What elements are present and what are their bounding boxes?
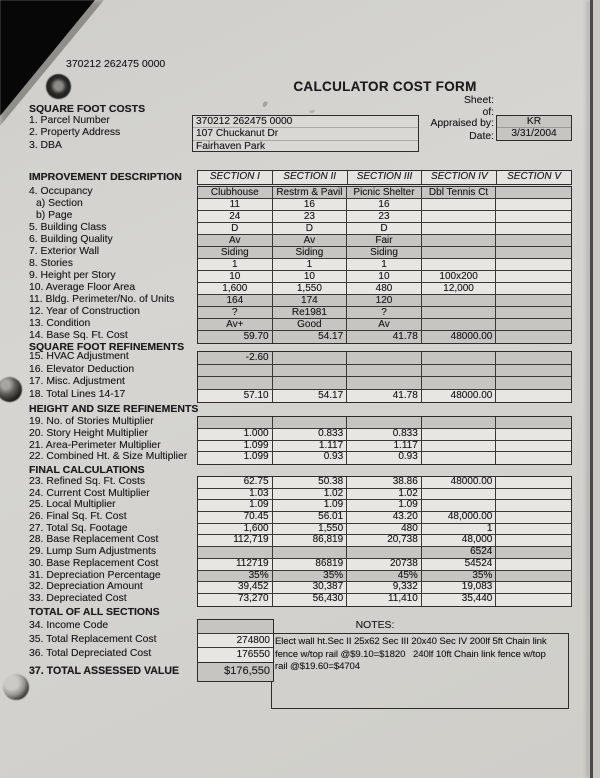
parcel-info-box <box>192 115 419 152</box>
table-cell: Restrm & Pavil <box>273 187 348 199</box>
appraised-date-box <box>496 115 572 141</box>
table-cell <box>496 271 571 283</box>
table-cell: 0.93 <box>347 452 422 464</box>
table-cell: 100x200 <box>422 271 497 283</box>
notes-heading: NOTES: <box>355 620 395 631</box>
table-cell: Clubhouse <box>198 187 273 199</box>
table-cell: -2.60 <box>198 352 273 365</box>
table-cell: 39,452 <box>198 582 273 594</box>
table-cell <box>496 582 571 594</box>
row-label: a) Section <box>36 198 83 209</box>
table-row <box>198 535 571 547</box>
table-cell <box>496 594 571 606</box>
table-cell: 57.10 <box>198 390 273 403</box>
table-cell: 35% <box>273 571 348 583</box>
table-cell: Dbl Tennis Ct <box>422 187 497 199</box>
table-cell <box>496 571 571 583</box>
row-label: 10. Average Floor Area <box>29 282 136 293</box>
date-value: 3/31/2004 <box>511 128 557 140</box>
table-cell: 54.17 <box>273 331 348 343</box>
table-cell <box>496 547 571 559</box>
table-row <box>198 377 571 390</box>
table-row <box>198 211 571 223</box>
table-cell: 62.75 <box>198 477 273 489</box>
table-row <box>198 452 571 464</box>
table-block <box>197 662 274 682</box>
row-label: 33. Depreciated Cost <box>29 592 127 604</box>
heading-height-size-refinements: HEIGHT AND SIZE REFINEMENTS <box>29 403 199 415</box>
table-cell: 0.833 <box>273 429 348 441</box>
table-cell <box>422 235 497 247</box>
table-cell <box>496 524 571 536</box>
table-cell: 30,387 <box>273 582 348 594</box>
row-label: 13. Condition <box>29 318 91 329</box>
table-cell: 56.01 <box>273 512 348 524</box>
corner-parcel-number: 370212 262475 0000 <box>66 58 166 70</box>
dba-label: 3. DBA <box>29 139 62 151</box>
table-row <box>198 477 571 489</box>
table-cell <box>496 283 571 295</box>
table-cell <box>422 319 497 331</box>
row-label: 32. Depreciation Amount <box>29 581 143 593</box>
table-cell: ? <box>198 307 273 319</box>
row-label: 20. Story Height Multiplier <box>29 427 148 439</box>
row-label: 18. Total Lines 14-17 <box>29 388 126 400</box>
table-cell: 70.45 <box>198 512 273 524</box>
row-label: 8. Stories <box>29 258 73 269</box>
table-cell <box>198 417 273 429</box>
table-cell: 59.70 <box>198 331 273 343</box>
table-block <box>197 351 572 403</box>
table-row <box>198 500 571 512</box>
table-cell <box>422 223 497 235</box>
table-row <box>198 441 571 453</box>
table-cell: 48,000 <box>422 535 497 547</box>
row-label-column <box>0 476 197 605</box>
row-label: 21. Area-Perimeter Multiplier <box>29 439 161 451</box>
table-cell: 1.099 <box>198 452 273 464</box>
table-row <box>198 620 273 634</box>
table-cell: 6524 <box>422 547 497 559</box>
table-row <box>198 259 571 271</box>
table-row <box>198 331 571 343</box>
table-cell <box>496 377 571 390</box>
table-cell: 43.20 <box>347 512 422 524</box>
row-label: 24. Current Cost Multiplier <box>29 487 150 499</box>
table-row <box>198 223 571 235</box>
table-cell <box>347 352 422 365</box>
table-row <box>198 307 571 319</box>
table-cell <box>422 500 497 512</box>
table-cell: Siding <box>273 247 348 259</box>
table-row <box>198 283 571 295</box>
table-cell: 1.02 <box>273 489 348 501</box>
row-label-column <box>0 416 197 463</box>
section-header: SECTION I <box>198 171 273 184</box>
row-label: 23. Refined Sq. Ft. Costs <box>29 476 146 487</box>
table-row <box>198 663 273 681</box>
table-cell: Av+ <box>198 319 273 331</box>
table-row <box>198 390 571 403</box>
parcel-number-value: 370212 262475 0000 <box>193 116 418 128</box>
table-row <box>198 247 571 259</box>
table-cell: 10 <box>198 271 273 283</box>
sheet-label: Sheet: <box>463 95 494 106</box>
table-cell: 274800 <box>198 634 273 648</box>
table-cell <box>496 365 571 378</box>
table-cell: 1,600 <box>198 283 273 295</box>
table-cell <box>496 307 571 319</box>
table-cell: 1.000 <box>198 429 273 441</box>
row-label: 25. Local Multiplier <box>29 499 116 511</box>
table-cell <box>496 500 571 512</box>
table-cell <box>422 377 497 390</box>
table-row <box>198 547 571 559</box>
page-title: CALCULATOR COST FORM <box>293 79 477 94</box>
table-cell: D <box>347 223 422 235</box>
table-cell: 19,083 <box>422 582 497 594</box>
table-cell: 1 <box>422 524 497 536</box>
row-label: 5. Building Class <box>29 222 107 233</box>
table-cell <box>496 535 571 547</box>
table-cell: 86,819 <box>273 535 348 547</box>
table-cell: 48000.00 <box>422 477 497 489</box>
table-cell <box>496 417 571 429</box>
table-cell: 45% <box>347 571 422 583</box>
table-cell <box>496 187 571 199</box>
table-cell: 10 <box>273 271 348 283</box>
row-label: 36. Total Depreciated Cost <box>29 648 152 659</box>
table-cell: Siding <box>198 247 273 259</box>
table-row <box>198 429 571 441</box>
table-cell <box>496 259 571 271</box>
heading-square-foot-refinements: SQUARE FOOT REFINEMENTS <box>29 341 185 353</box>
section-header: SECTION II <box>273 171 348 184</box>
table-cell <box>496 247 571 259</box>
row-label: 28. Base Replacement Cost <box>29 534 159 546</box>
table-cell <box>422 247 497 259</box>
row-label: 15. HVAC Adjustment <box>29 351 129 362</box>
table-cell: 112,719 <box>198 535 273 547</box>
table-row <box>198 594 571 606</box>
table-cell: 1 <box>273 259 348 271</box>
row-label: 12. Year of Construction <box>29 306 140 317</box>
table-cell <box>273 547 348 559</box>
table-cell: 23 <box>347 211 422 223</box>
section-header: SECTION V <box>497 171 571 184</box>
table-cell: 1,550 <box>273 283 348 295</box>
notes-line: Elect wall ht.Sec II 25x62 Sec III 20x40 Sec IV 200lf 5ft Chain link <box>275 636 547 647</box>
table-row <box>198 512 571 524</box>
table-cell <box>198 365 273 378</box>
table-block <box>197 619 274 663</box>
appraised-by-label: Appraised by: <box>430 118 494 129</box>
row-label: 14. Base Sq. Ft. Cost <box>29 330 128 341</box>
table-cell <box>273 365 348 378</box>
section-header: SECTION IV <box>422 171 497 184</box>
table-cell <box>347 547 422 559</box>
table-cell <box>496 429 571 441</box>
notes-line: rail @$19.60=$4704 <box>275 661 361 673</box>
table-cell: 20,738 <box>347 535 422 547</box>
row-label: 22. Combined Ht. & Size Multiplier <box>29 451 188 463</box>
dba-value: Fairhaven Park <box>196 140 266 152</box>
table-cell: 480 <box>347 283 422 295</box>
table-cell: 1.09 <box>347 500 422 512</box>
table-cell <box>273 352 348 365</box>
table-cell <box>422 417 497 429</box>
table-cell: 1,600 <box>198 524 273 536</box>
table-cell: 1 <box>198 259 273 271</box>
table-cell: 38.86 <box>347 477 422 489</box>
table-cell: 41.78 <box>347 331 422 343</box>
table-cell: 1,550 <box>273 524 348 536</box>
row-label: 9. Height per Story <box>29 270 116 281</box>
table-cell: Fair <box>347 235 422 247</box>
table-cell: Picnic Shelter <box>347 187 422 199</box>
table-row <box>198 489 571 501</box>
table-cell <box>496 352 571 365</box>
row-label: 35. Total Replacement Cost <box>29 634 157 645</box>
property-address-label: 2. Property Address <box>29 127 121 139</box>
table-row <box>198 571 571 583</box>
table-cell: ? <box>347 307 422 319</box>
table-cell <box>422 441 497 453</box>
table-cell: 10 <box>347 271 422 283</box>
table-cell <box>273 417 348 429</box>
table-cell: 54.17 <box>273 390 348 403</box>
table-cell: 16 <box>273 199 348 211</box>
table-cell <box>496 319 571 331</box>
table-cell <box>422 295 497 307</box>
table-cell: 1.09 <box>273 500 348 512</box>
heading-improvement-description: IMPROVEMENT DESCRIPTION <box>29 171 182 183</box>
table-cell <box>496 295 571 307</box>
table-cell: Siding <box>347 247 422 259</box>
table-cell <box>347 377 422 390</box>
dust-speck <box>309 110 315 114</box>
table-cell <box>496 199 571 211</box>
table-row <box>198 417 571 429</box>
table-cell <box>422 259 497 271</box>
table-row <box>198 582 571 594</box>
table-cell: 1.117 <box>273 441 348 453</box>
row-label: 31. Depreciation Percentage <box>29 569 161 581</box>
table-cell: 48000.00 <box>422 331 497 343</box>
row-label: 19. No. of Stories Multiplier <box>29 416 154 427</box>
table-cell <box>496 235 571 247</box>
table-cell: 35,440 <box>422 594 497 606</box>
table-cell: 1.117 <box>347 441 422 453</box>
page-edge-line <box>590 0 593 778</box>
table-row <box>198 187 571 199</box>
table-cell <box>347 365 422 378</box>
row-label: 16. Elevator Deduction <box>29 363 135 375</box>
table-cell: 176550 <box>198 648 273 662</box>
table-cell <box>496 441 571 453</box>
table-cell <box>422 199 497 211</box>
table-cell <box>496 390 571 403</box>
table-cell: 9,332 <box>347 582 422 594</box>
hole-punch-artifact-top <box>46 74 71 99</box>
table-cell <box>496 489 571 501</box>
table-cell: 174 <box>273 295 348 307</box>
table-block <box>197 416 572 465</box>
table-row <box>198 199 571 211</box>
table-cell: 112719 <box>198 559 273 571</box>
table-cell <box>496 331 571 343</box>
table-row <box>198 235 571 247</box>
table-row <box>198 352 571 365</box>
table-cell: Av <box>273 235 348 247</box>
dust-speck <box>262 100 268 107</box>
table-cell: 1.02 <box>347 489 422 501</box>
table-cell: 1 <box>347 259 422 271</box>
table-cell <box>198 547 273 559</box>
table-cell: D <box>198 223 273 235</box>
table-cell: 1.099 <box>198 441 273 453</box>
table-cell: 48000.00 <box>422 390 497 403</box>
row-label: 4. Occupancy <box>29 186 93 197</box>
table-cell: Re1981 <box>273 307 348 319</box>
table-cell <box>198 377 273 390</box>
row-label-column <box>0 351 197 401</box>
row-label: 26. Final Sq. Ft. Cost <box>29 511 127 523</box>
row-label: 29. Lump Sum Adjustments <box>29 546 157 558</box>
row-label-column <box>0 662 197 680</box>
notes-box <box>271 633 569 709</box>
section-header: SECTION III <box>348 171 423 184</box>
table-cell: 120 <box>347 295 422 307</box>
table-cell <box>496 223 571 235</box>
row-label: 34. Income Code <box>29 620 109 631</box>
table-cell: 54524 <box>422 559 497 571</box>
square-foot-costs-labels <box>29 115 120 152</box>
section-header-row <box>197 170 572 185</box>
heading-total-of-all-sections: TOTAL OF ALL SECTIONS <box>29 606 160 618</box>
table-cell: 12,000 <box>422 283 497 295</box>
table-row <box>198 365 571 378</box>
table-cell: 23 <box>273 211 348 223</box>
table-cell: 35% <box>198 571 273 583</box>
table-block <box>197 186 572 344</box>
row-label: 30. Base Replacement Cost <box>29 557 159 569</box>
table-cell <box>496 452 571 464</box>
row-label-column <box>0 186 197 342</box>
table-cell: Av <box>347 319 422 331</box>
table-cell <box>422 365 497 378</box>
row-label-column <box>0 619 197 661</box>
table-cell: D <box>273 223 348 235</box>
table-row <box>198 634 273 648</box>
row-label: 7. Exterior Wall <box>29 246 100 257</box>
parcel-number-label: 1. Parcel Number <box>29 115 110 126</box>
table-cell <box>198 620 273 634</box>
table-cell <box>496 559 571 571</box>
table-cell: 20738 <box>347 559 422 571</box>
table-cell: 1.09 <box>198 500 273 512</box>
heading-final-calculations: FINAL CALCULATIONS <box>29 464 145 476</box>
table-cell: 41.78 <box>347 390 422 403</box>
table-cell: 86819 <box>273 559 348 571</box>
table-cell: 56,430 <box>273 594 348 606</box>
row-label: 37. TOTAL ASSESSED VALUE <box>29 665 180 677</box>
table-cell <box>496 512 571 524</box>
table-row <box>198 271 571 283</box>
table-cell <box>422 429 497 441</box>
table-cell <box>347 417 422 429</box>
scanner-background-strip <box>593 0 600 778</box>
table-cell: 480 <box>347 524 422 536</box>
table-cell: $176,550 <box>198 663 273 681</box>
table-row <box>198 524 571 536</box>
table-cell <box>273 377 348 390</box>
table-cell: 24 <box>198 211 273 223</box>
notes-line: fence w/top rail @$9.10=$1820 240lf 10ft Chain link fence w/top <box>275 648 546 660</box>
table-cell <box>422 211 497 223</box>
table-cell: 16 <box>347 199 422 211</box>
table-cell: 50.38 <box>273 477 348 489</box>
date-label: Date: <box>469 131 494 142</box>
table-cell <box>496 477 571 489</box>
table-cell: 35% <box>422 571 497 583</box>
property-address-value: 107 Chuckanut Dr <box>193 128 418 140</box>
table-cell: 1.03 <box>198 489 273 501</box>
table-cell: 164 <box>198 295 273 307</box>
table-cell: 73,270 <box>198 594 273 606</box>
table-cell: 0.833 <box>347 429 422 441</box>
table-cell: 48,000.00 <box>422 512 497 524</box>
table-cell <box>496 211 571 223</box>
row-label: b) Page <box>36 210 73 221</box>
table-cell <box>422 452 497 464</box>
table-cell: 11 <box>198 199 273 211</box>
table-row <box>198 648 273 662</box>
appraised-by-value: KR <box>497 116 571 128</box>
row-label: 27. Total Sq. Footage <box>29 522 128 534</box>
table-cell: 11,410 <box>347 594 422 606</box>
table-cell <box>422 489 497 501</box>
row-label: 17. Misc. Adjustment <box>29 376 125 388</box>
row-label: 6. Building Quality <box>29 234 113 245</box>
table-block <box>197 476 572 607</box>
table-cell: Good <box>273 319 348 331</box>
table-cell: 0.93 <box>273 452 348 464</box>
table-row <box>198 295 571 307</box>
table-row <box>198 559 571 571</box>
of-label: of: <box>482 107 494 118</box>
row-label: 11. Bldg. Perimeter/No. of Units <box>29 294 175 305</box>
heading-square-foot-costs: SQUARE FOOT COSTS <box>29 103 146 115</box>
table-cell <box>422 352 497 365</box>
table-row <box>198 319 571 331</box>
table-cell: Av <box>198 235 273 247</box>
table-cell <box>422 307 497 319</box>
